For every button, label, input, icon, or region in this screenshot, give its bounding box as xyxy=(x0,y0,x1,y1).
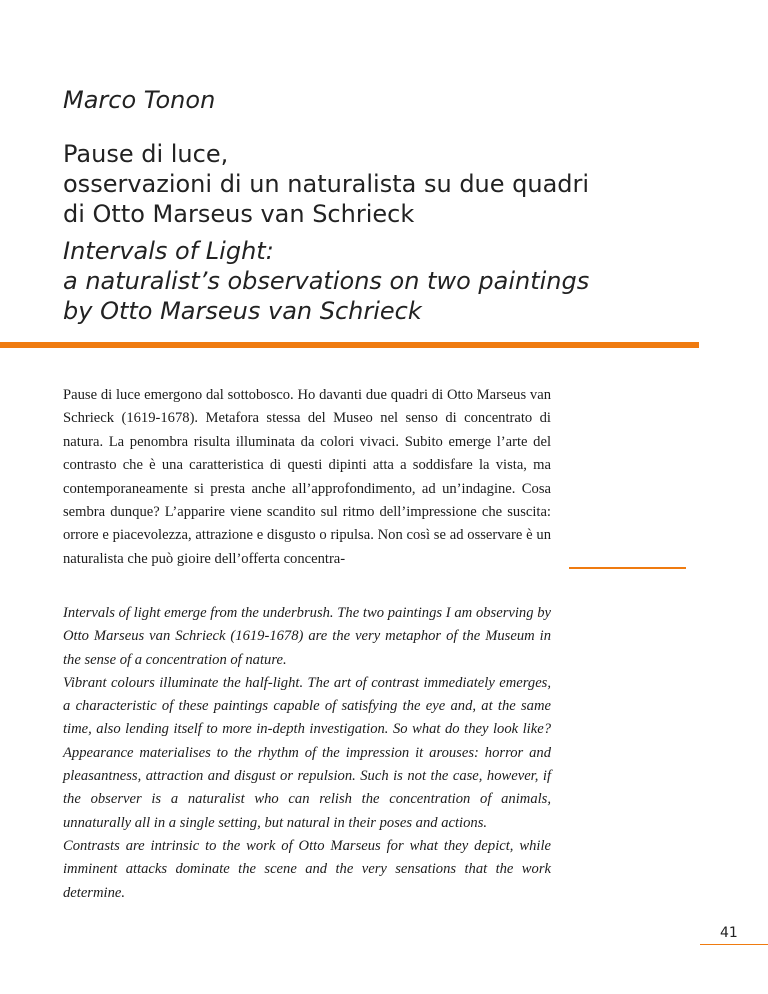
body-english-paragraph: Contrasts are intrinsic to the work of Otto Marseus for what they depict, while imminent attacks dominate the scene and the very sensations that the work determine. xyxy=(63,837,551,901)
title-english-line: a naturalist’s observations on two paintings xyxy=(63,267,590,295)
title-english xyxy=(63,236,743,326)
title-italian-line: di Otto Marseus van Schrieck xyxy=(63,200,415,228)
title-english-line: Intervals of Light: xyxy=(63,237,274,265)
title-divider-rule xyxy=(0,342,699,348)
title-italian-line: osservazioni di un naturalista su due quadri xyxy=(63,170,590,198)
page-number: 41 xyxy=(720,925,738,941)
body-english xyxy=(63,602,551,905)
title-italian xyxy=(63,139,723,229)
title-italian-line: Pause di luce, xyxy=(63,140,229,168)
section-divider-rule xyxy=(569,567,686,569)
title-english-line: by Otto Marseus van Schrieck xyxy=(63,297,422,325)
body-italian-paragraph: Pause di luce emergono dal sottobosco. Ho davanti due quadri di Otto Marseus van Schrieck (1619-1678). Metafora stessa del Museo nel senso di concentrato di natura. La penombra risulta illuminata da colori vivaci. Subito emerge l’arte del contrasto che è una caratteristica di questi dipinti atta a soddisfare la vista, ma contemporaneamente si presta anche all’approfondimento, ad un’indagine. Cosa sembra dunque? L’apparire viene scandito sul ritmo dell’impressione che suscita: orrore e piacevolezza, attrazione e disgusto o ripulsa. Non così se ad osservare è un naturalista che può gioire dell’offerta concentra- xyxy=(63,387,551,567)
body-english-paragraph: Vibrant colours illuminate the half-light. The art of contrast immediately emerges, a characteristic of these paintings capable of satisfying the eye and, at the same time, also lending itself to more in-depth investigation. So what do they look like? Appearance materialises to the rhythm of the impression it arouses: horror and pleasantness, attraction and disgust or repulsion. Such is not the case, however, if the observer is a naturalist who can relish the concentration of animals, unnaturally all in a single setting, but natural in their poses and actions. xyxy=(63,674,551,831)
footer-rule xyxy=(700,944,768,945)
author-name: Marco Tonon xyxy=(63,86,216,114)
body-english-paragraph: Intervals of light emerge from the underbrush. The two paintings I am observing by Otto Marseus van Schrieck (1619-1678) are the very metaphor of the Museum in the sense of a concentration of nature. xyxy=(63,605,551,668)
